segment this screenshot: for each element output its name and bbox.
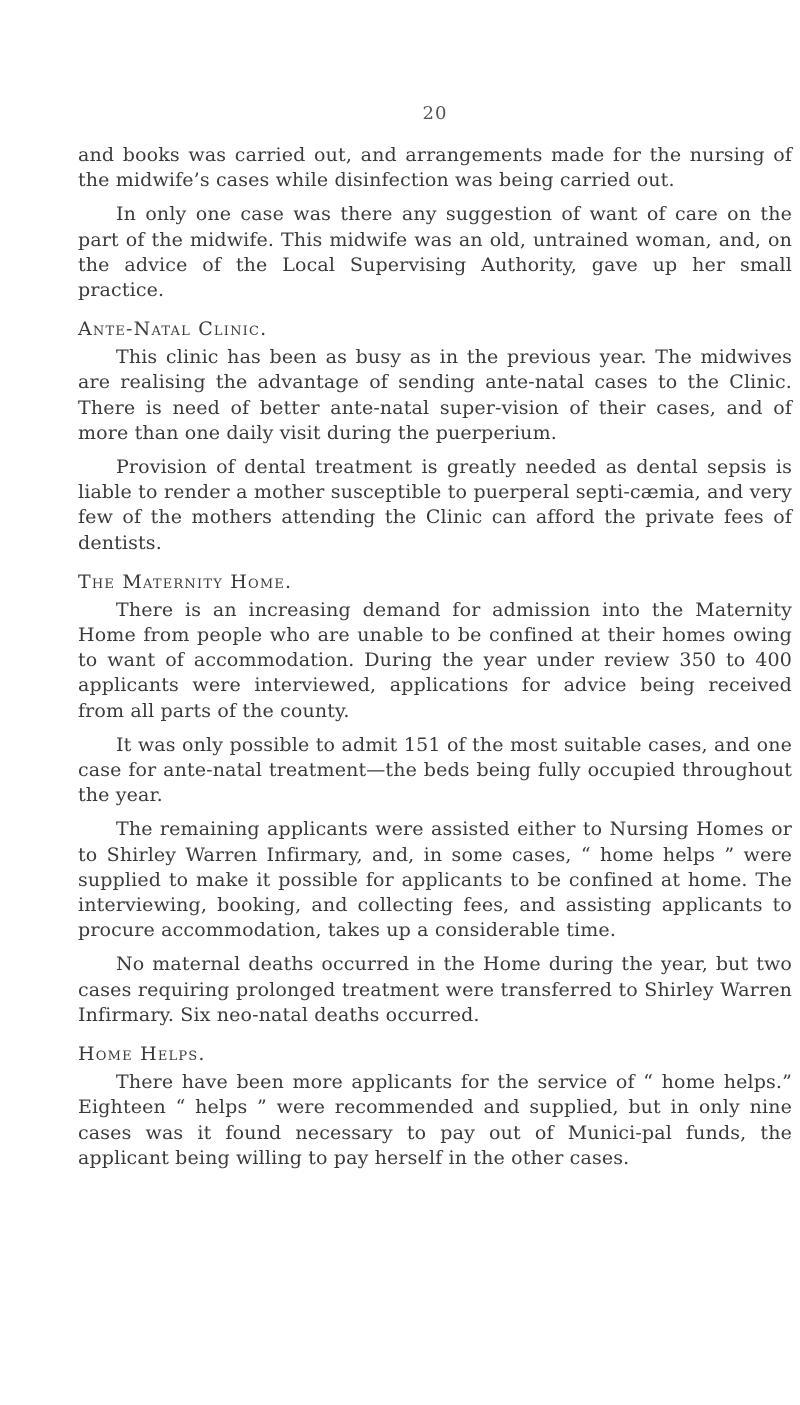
- maternity-home-paragraph-3: The remaining applicants were assisted either to Nursing Homes or to Shirley Warren Infirmary, and, in some cases, “ home helps ” were supplied to make it possible for applicants to be confined at home. The interviewing, booking, and collecting fees, and assisting applicants to procure accommodation, takes up a considerable time.: [78, 818, 792, 942]
- page-number: 20: [422, 103, 448, 124]
- section-heading-home-helps: Home Helps.: [78, 1043, 206, 1066]
- section-heading-ante-natal-clinic: Ante-Natal Clinic.: [78, 318, 268, 341]
- page-content: [78, 143, 792, 1171]
- maternity-home-paragraph-1: There is an increasing demand for admission into the Maternity Home from people who are unable to be confined at their homes owing to want of accommodation. During the year under review 350 to 400 applicants were interviewed, applications for advice being received from all parts of the county.: [78, 598, 792, 722]
- intro-paragraph-midwife-care: In only one case was there any suggestion of want of care on the part of the midwife. This midwife was an old, untrained woman, and, on the advice of the Local Supervising Authority, gave up her small practice.: [78, 203, 792, 302]
- home-helps-paragraph-1: There have been more applicants for the service of “ home helps.” Eighteen “ helps ” were recommended and supplied, but in only nine cases was it found necessary to pay out of Munici-pal funds, the applicant being willing to pay herself in the other cases.: [78, 1071, 792, 1169]
- ante-natal-paragraph-2: Provision of dental treatment is greatly needed as dental sepsis is liable to render a mother susceptible to puerperal septi-cæmia, and very few of the mothers attending the Clinic can afford the private fees of dentists.: [78, 456, 792, 554]
- section-heading-maternity-home: The Maternity Home.: [78, 570, 293, 593]
- maternity-home-paragraph-2: It was only possible to admit 151 of the most suitable cases, and one case for ante-natal treatment—the beds being fully occupied throughout the year.: [78, 733, 792, 807]
- intro-paragraph-continued: and books was carried out, and arrangements made for the nursing of the midwife’s cases while disinfection was being carried out.: [78, 144, 792, 192]
- ante-natal-paragraph-1: This clinic has been as busy as in the previous year. The midwives are realising the advantage of sending ante-natal cases to the Clinic. There is need of better ante-natal super-vision of their cases, and of more than one daily visit during the puerperium.: [78, 346, 792, 444]
- maternity-home-paragraph-4: No maternal deaths occurred in the Home during the year, but two cases requiring prolonged treatment were transferred to Shirley Warren Infirmary. Six neo-natal deaths occurred.: [78, 953, 792, 1026]
